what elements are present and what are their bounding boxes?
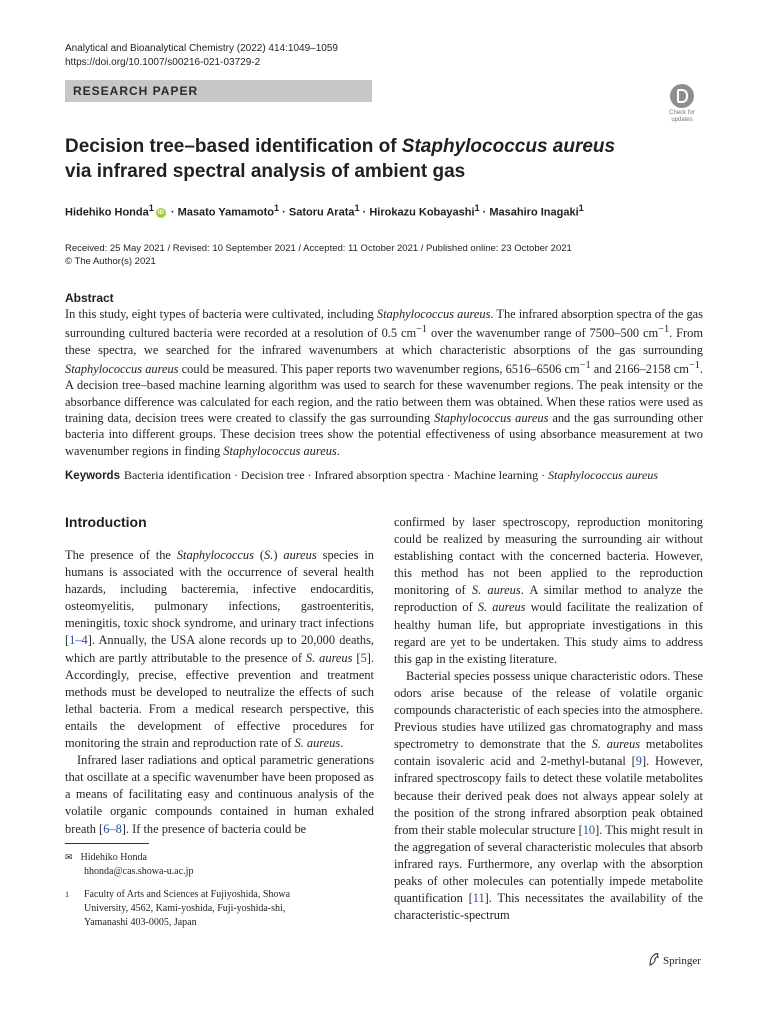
envelope-icon: ✉ xyxy=(65,853,73,863)
citation-link[interactable]: 5 xyxy=(360,650,367,665)
author-affiliation: 1 xyxy=(148,203,154,213)
title-text-line2: via infrared spectral analysis of ambient gas xyxy=(65,161,466,182)
introduction-heading: Introduction xyxy=(65,514,147,530)
abstract-heading: Abstract xyxy=(65,291,114,305)
springer-horse-icon xyxy=(648,952,660,966)
footnote-divider xyxy=(65,843,149,844)
citation-link[interactable]: 6–8 xyxy=(103,821,122,836)
section-label: RESEARCH PAPER xyxy=(73,84,199,98)
journal-header xyxy=(65,42,338,70)
author-affiliation: 1 xyxy=(354,203,360,213)
citation-link[interactable]: 9 xyxy=(635,754,642,769)
history-dates: Received: 25 May 2021 / Revised: 10 September 2021 / Accepted: 11 October 2021 / Published online: 23 October 2021 xyxy=(65,243,572,254)
doi-link[interactable]: https://doi.org/10.1007/s00216-021-03729-2 xyxy=(65,57,261,68)
corresponding-email[interactable]: hhonda@cas.showa-u.ac.jp xyxy=(84,866,194,877)
paragraph: Infrared laser radiations and optical parametric generations that oscillate at a specific wavenumber have been proposed as a means of facilitating easy and continuous analysis of the volatile organic compounds contained in human exhaled breath [6–8]. If the presence of bacteria could be xyxy=(65,753,374,836)
keywords xyxy=(65,468,715,483)
paper-title xyxy=(65,134,685,184)
check-for-updates-label: Check for updates xyxy=(669,110,695,123)
author-name: Hirokazu Kobayashi xyxy=(369,206,475,219)
affiliation-footnote: 1 Faculty of Arts and Sciences at Fujiyoshida, Showa University, 4562, Kami-yoshida, Fuji-yoshida-shi, Yamanashi 403-0005, Japan xyxy=(65,889,291,928)
author-separator: · xyxy=(279,206,289,219)
author-name: Hidehiko Honda xyxy=(65,206,149,219)
publisher-name: Springer xyxy=(663,955,701,967)
author-list xyxy=(65,203,725,219)
author-affiliation: 1 xyxy=(578,203,584,213)
title-text: Decision tree–based identification of xyxy=(65,136,402,157)
journal-citation: Analytical and Bioanalytical Chemistry (2022) 414:1049–1059 xyxy=(65,43,338,54)
body-column-right xyxy=(394,514,703,924)
corresponding-author xyxy=(65,851,193,879)
affiliation-number: 1 xyxy=(65,890,69,899)
paragraph: confirmed by laser spectroscopy, reproduction monitoring could be realized by measuring the surrounding air without establishing contact with the concerned bacteria. However, this method has not been applied to the reproduction monitoring of S. aureus. A similar method to analyze the reproduction of S. aureus would facilitate the realization of healthy human life, but appropriate investigations in this regard are yet to be undertaken. This study aims to address this gap in the existing literature. xyxy=(394,515,704,666)
author-name: Masahiro Inagaki xyxy=(489,206,579,219)
keywords-label: Keywords xyxy=(65,470,120,482)
corresponding-author-name: Hidehiko Honda xyxy=(80,852,147,863)
author-name: Satoru Arata xyxy=(288,206,355,219)
author-affiliation: 1 xyxy=(274,203,280,213)
citation-link[interactable]: 11 xyxy=(472,891,485,906)
paragraph: The presence of the Staphylococcus (S.) aureus species in humans is associated with the occurrence of several health hazards, including bacteremia, infective endocarditis, osteomyelitis, pulmonary infections, gastroenteritis, meningitis, toxic shock syndrome, and urinary tract infections [1–4]. Annually, the USA alone records up to 20,000 deaths, which are partly attributable to the presence of S. aureus [5]. Accordingly, precise, effective prevention and treatment methods must be developed to neutralize the effects of such lethal bacteria. From a medical research perspective, this entails the development of effective procedures for monitoring the strain and reproduction rate of S. aureus. xyxy=(65,548,374,751)
author-separator: · xyxy=(479,206,490,219)
citation-link[interactable]: 1–4 xyxy=(69,633,88,648)
abstract-text: In this study, eight types of bacteria were cultivated, including Staphylococcus aureus. The infrared absorption spectra of the gas surrounding cultured bacteria were recorded at a resolution of 0.5 $cm^{-1}$ over the wavenumber range of 7500–500 $cm^{-1}$. From these spectra, we searched for the infrared wavenumbers at which characteristic absorptions of the gas surrounding Staphylococcus aureus could be measured. This paper reports two wavenumber regions, 6516–6506 $cm^{-1}$ and 2166–2158 $cm^{-1}$. A decision tree–based machine learning algorithm was used to search for these wavenumber regions. The peak intensity or the absorbance difference was calculated for each region, and the ratio between them was obtained. When these ratios were used as training data, decision trees were created to classify the gas surrounding Staphylococcus aureus and the gas surrounding other bacteria into different groups. These decision trees show the potential effectiveness of using absorbance measurement at two wavenumber regions in finding Staphylococcus aureus. xyxy=(65,307,703,458)
title-species: Staphylococcus aureus xyxy=(401,136,616,157)
author-name: Masato Yamamoto xyxy=(177,206,274,219)
keywords-species: Staphylococcus aureus xyxy=(548,468,658,482)
citation-link[interactable]: 10 xyxy=(582,822,596,837)
orcid-icon[interactable]: iD xyxy=(157,209,164,216)
keywords-list: Bacteria identification · Decision tree · Infrared absorption spectra · Machine learning · xyxy=(123,468,549,482)
body-column-left xyxy=(65,547,374,838)
crossmark-icon xyxy=(670,84,694,108)
author-separator: · xyxy=(359,206,370,219)
paragraph: Bacterial species possess unique characteristic odors. These odors arise because of the release of volatile organic compounds characteristic of each species into the atmosphere. Previous studies have utilized gas chromatography and mass spectrometry to demonstrate that the S. aureus metabolites contain isovaleric acid and 2-methyl-butanal [9]. However, infrared spectroscopy fails to detect these volatile metabolites because their derived peak does not always appear solely at the position of the strong infrared absorption peak obtained from their stable molecular structure [10]. This might result in the aggregation of several characteristic molecules that absorb infrared rays. Furthermore, any overlap with the absorption peaks of other molecules can potentially impede metabolite quantification [11]. This necessitates the availability of the characteristic-spectrum xyxy=(394,668,704,923)
publisher-logo xyxy=(648,952,701,967)
check-for-updates-badge[interactable] xyxy=(662,84,702,124)
author-affiliation: 1 xyxy=(474,203,480,213)
section-banner xyxy=(65,80,372,102)
publication-dates xyxy=(65,242,572,268)
author-separator: · xyxy=(167,206,178,219)
copyright-line: © The Author(s) 2021 xyxy=(65,256,156,267)
